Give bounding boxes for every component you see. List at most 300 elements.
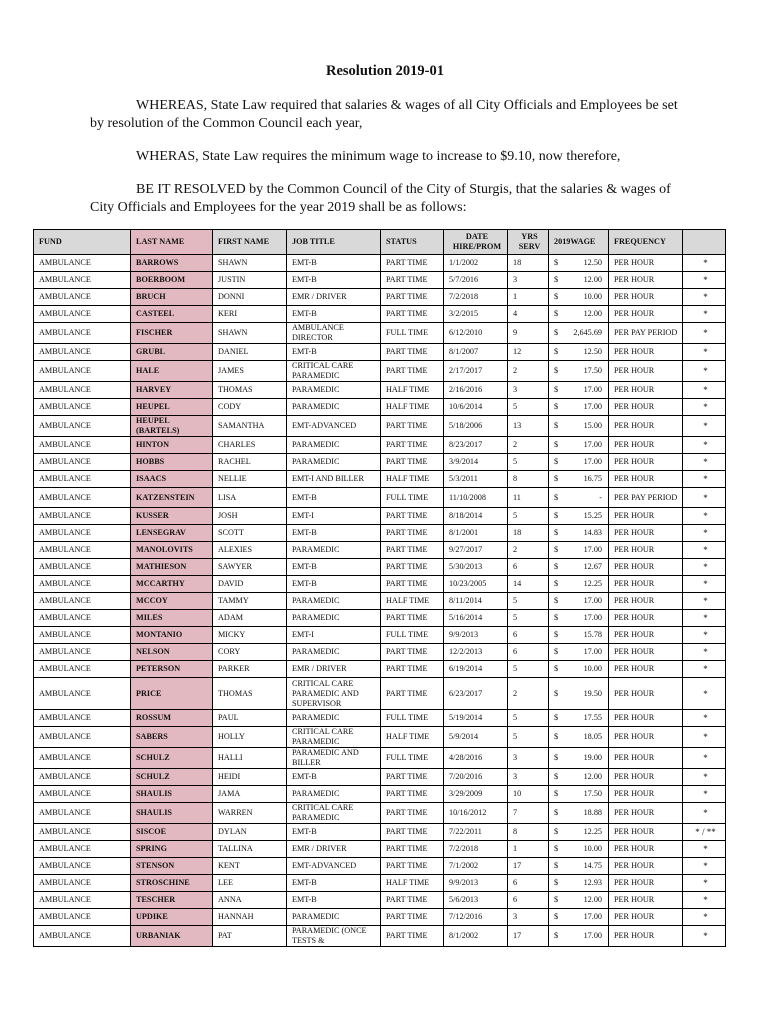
cell-wage	[549, 306, 609, 323]
table-row	[34, 344, 726, 361]
cell-job-title: EMT-ADVANCED	[287, 858, 381, 875]
cell-last-name: MCCARTHY	[131, 576, 213, 593]
wage-amount: 2,645.69	[573, 328, 602, 337]
salary-table	[33, 229, 726, 947]
cell-frequency: PER HOUR	[609, 858, 683, 875]
currency-symbol: $	[554, 772, 559, 781]
cell-note: *	[683, 361, 726, 382]
cell-last-name: SISCOE	[131, 824, 213, 841]
cell-job-title: PARAMEDIC	[287, 399, 381, 416]
cell-job-title: EMT-B	[287, 769, 381, 786]
cell-yrs: 5	[508, 727, 549, 748]
cell-fund: AMBULANCE	[34, 437, 131, 454]
cell-job-title: PARAMEDIC (ONCE TESTS &	[287, 926, 381, 947]
cell-job-title: PARAMEDIC	[287, 786, 381, 803]
cell-yrs: 5	[508, 610, 549, 627]
table-row	[34, 824, 726, 841]
cell-last-name: MCCOY	[131, 593, 213, 610]
cell-status: FULL TIME	[381, 627, 444, 644]
cell-note: *	[683, 272, 726, 289]
table-row	[34, 471, 726, 488]
cell-job-title: EMR / DRIVER	[287, 289, 381, 306]
cell-yrs: 1	[508, 841, 549, 858]
table-row	[34, 289, 726, 306]
cell-date: 1/1/2002	[444, 255, 508, 272]
cell-last-name: HINTON	[131, 437, 213, 454]
cell-yrs: 2	[508, 542, 549, 559]
cell-status: PART TIME	[381, 272, 444, 289]
table-row	[34, 255, 726, 272]
wage-amount: 12.67	[583, 562, 602, 571]
cell-first-name: HOLLY	[213, 727, 287, 748]
currency-symbol: $	[554, 808, 559, 817]
currency-symbol: $	[554, 630, 559, 639]
cell-yrs: 5	[508, 399, 549, 416]
wage-amount: 17.00	[583, 402, 602, 411]
cell-note: *	[683, 610, 726, 627]
cell-date: 8/23/2017	[444, 437, 508, 454]
cell-date: 5/9/2014	[444, 727, 508, 748]
cell-yrs: 2	[508, 361, 549, 382]
cell-yrs: 17	[508, 926, 549, 947]
wage-amount: 18.05	[583, 732, 602, 741]
currency-symbol: $	[554, 457, 559, 466]
cell-frequency: PER HOUR	[609, 644, 683, 661]
cell-fund: AMBULANCE	[34, 841, 131, 858]
cell-last-name: ROSSUM	[131, 710, 213, 727]
cell-note: *	[683, 627, 726, 644]
cell-job-title: EMT-I	[287, 508, 381, 525]
cell-date: 9/9/2013	[444, 627, 508, 644]
cell-frequency: PER HOUR	[609, 471, 683, 488]
wage-amount: 18.88	[583, 808, 602, 817]
currency-symbol: $	[554, 440, 559, 449]
cell-job-title: PARAMEDIC	[287, 644, 381, 661]
table-row	[34, 909, 726, 926]
cell-last-name: SHAULIS	[131, 786, 213, 803]
wage-amount: 12.93	[583, 878, 602, 887]
table-row	[34, 508, 726, 525]
cell-frequency: PER HOUR	[609, 559, 683, 576]
cell-job-title: CRITICAL CARE PARAMEDIC	[287, 361, 381, 382]
cell-status: FULL TIME	[381, 748, 444, 769]
resolved-paragraph: BE IT RESOLVED by the Common Council of the City of Sturgis, that the salaries & wages of City Officials and Employees for the year 2019 shall be as follows:	[90, 182, 671, 215]
cell-last-name: SABERS	[131, 727, 213, 748]
cell-yrs: 5	[508, 454, 549, 471]
cell-status: PART TIME	[381, 610, 444, 627]
cell-yrs: 8	[508, 471, 549, 488]
cell-status: HALF TIME	[381, 875, 444, 892]
cell-last-name: MONTANIO	[131, 627, 213, 644]
cell-wage	[549, 416, 609, 437]
cell-date: 10/6/2014	[444, 399, 508, 416]
cell-note: *	[683, 382, 726, 399]
cell-wage	[549, 875, 609, 892]
cell-last-name: SHAULIS	[131, 803, 213, 824]
currency-symbol: $	[554, 366, 559, 375]
cell-job-title: EMT-B	[287, 525, 381, 542]
cell-job-title: PARAMEDIC	[287, 454, 381, 471]
cell-date: 5/3/2011	[444, 471, 508, 488]
cell-date: 5/18/2006	[444, 416, 508, 437]
cell-date: 6/12/2010	[444, 323, 508, 344]
wheras-paragraph: WHERAS, State Law requires the minimum wage to increase to $9.10, now therefore,	[136, 149, 621, 164]
cell-last-name: SPRING	[131, 841, 213, 858]
cell-last-name: MANOLOVITS	[131, 542, 213, 559]
cell-status: PART TIME	[381, 661, 444, 678]
cell-wage	[549, 769, 609, 786]
cell-fund: AMBULANCE	[34, 576, 131, 593]
cell-last-name: HEUPEL	[131, 399, 213, 416]
wage-amount: 12.50	[583, 347, 602, 356]
cell-frequency: PER HOUR	[609, 593, 683, 610]
cell-yrs: 10	[508, 786, 549, 803]
cell-last-name: PETERSON	[131, 661, 213, 678]
cell-date: 10/16/2012	[444, 803, 508, 824]
cell-date: 8/1/2001	[444, 525, 508, 542]
cell-first-name: SCOTT	[213, 525, 287, 542]
wage-amount: 17.00	[583, 912, 602, 921]
cell-last-name: ISAACS	[131, 471, 213, 488]
cell-frequency: PER PAY PERIOD	[609, 488, 683, 508]
cell-first-name: JUSTIN	[213, 272, 287, 289]
cell-last-name: CASTEEL	[131, 306, 213, 323]
cell-note: *	[683, 678, 726, 710]
cell-note: *	[683, 909, 726, 926]
cell-status: PART TIME	[381, 803, 444, 824]
cell-date: 3/9/2014	[444, 454, 508, 471]
cell-fund: AMBULANCE	[34, 610, 131, 627]
cell-frequency: PER HOUR	[609, 437, 683, 454]
cell-date: 5/30/2013	[444, 559, 508, 576]
cell-fund: AMBULANCE	[34, 508, 131, 525]
cell-status: HALF TIME	[381, 471, 444, 488]
currency-symbol: $	[554, 844, 559, 853]
cell-job-title: EMT-B	[287, 344, 381, 361]
wage-amount: 17.50	[583, 789, 602, 798]
wage-amount: 15.78	[583, 630, 602, 639]
table-row	[34, 576, 726, 593]
cell-frequency: PER HOUR	[609, 661, 683, 678]
cell-last-name: GRUBL	[131, 344, 213, 361]
cell-note: *	[683, 508, 726, 525]
currency-symbol: $	[554, 347, 559, 356]
cell-fund: AMBULANCE	[34, 892, 131, 909]
cell-note: *	[683, 858, 726, 875]
cell-yrs: 5	[508, 593, 549, 610]
cell-job-title: EMT-ADVANCED	[287, 416, 381, 437]
cell-status: HALF TIME	[381, 399, 444, 416]
cell-last-name: HARVEY	[131, 382, 213, 399]
cell-note: *	[683, 559, 726, 576]
cell-note: *	[683, 542, 726, 559]
cell-status: PART TIME	[381, 909, 444, 926]
table-row	[34, 454, 726, 471]
cell-first-name: SHAWN	[213, 323, 287, 344]
cell-frequency: PER HOUR	[609, 416, 683, 437]
cell-wage	[549, 437, 609, 454]
cell-yrs: 9	[508, 323, 549, 344]
cell-fund: AMBULANCE	[34, 525, 131, 542]
cell-fund: AMBULANCE	[34, 382, 131, 399]
cell-frequency: PER HOUR	[609, 289, 683, 306]
cell-frequency: PER HOUR	[609, 710, 683, 727]
table-row	[34, 926, 726, 947]
cell-job-title: EMT-I AND BILLER	[287, 471, 381, 488]
table-row	[34, 678, 726, 710]
cell-yrs: 13	[508, 416, 549, 437]
cell-first-name: PAT	[213, 926, 287, 947]
cell-fund: AMBULANCE	[34, 488, 131, 508]
currency-symbol: $	[554, 713, 559, 722]
cell-wage	[549, 803, 609, 824]
cell-date: 5/19/2014	[444, 710, 508, 727]
cell-wage	[549, 661, 609, 678]
cell-frequency: PER HOUR	[609, 769, 683, 786]
wage-amount: 17.55	[583, 713, 602, 722]
cell-job-title: PARAMEDIC	[287, 610, 381, 627]
cell-yrs: 5	[508, 661, 549, 678]
cell-first-name: DONNI	[213, 289, 287, 306]
cell-frequency: PER HOUR	[609, 824, 683, 841]
wage-amount: 15.25	[583, 511, 602, 520]
cell-frequency: PER HOUR	[609, 926, 683, 947]
wage-amount: 17.50	[583, 366, 602, 375]
cell-frequency: PER HOUR	[609, 909, 683, 926]
cell-date: 7/22/2011	[444, 824, 508, 841]
col-header-note	[683, 230, 726, 255]
cell-first-name: HALLI	[213, 748, 287, 769]
cell-fund: AMBULANCE	[34, 255, 131, 272]
currency-symbol: $	[554, 912, 559, 921]
table-row	[34, 488, 726, 508]
cell-frequency: PER HOUR	[609, 803, 683, 824]
currency-symbol: $	[554, 664, 559, 673]
table-row	[34, 525, 726, 542]
cell-fund: AMBULANCE	[34, 748, 131, 769]
cell-wage	[549, 382, 609, 399]
cell-job-title: EMT-B	[287, 255, 381, 272]
cell-fund: AMBULANCE	[34, 399, 131, 416]
cell-note: *	[683, 841, 726, 858]
table-row	[34, 892, 726, 909]
wage-amount: 16.75	[583, 474, 602, 483]
cell-wage	[549, 361, 609, 382]
cell-first-name: LEE	[213, 875, 287, 892]
currency-symbol: $	[554, 596, 559, 605]
currency-symbol: $	[554, 402, 559, 411]
wage-amount: 19.50	[583, 688, 602, 698]
cell-date: 11/10/2008	[444, 488, 508, 508]
cell-yrs: 6	[508, 559, 549, 576]
cell-fund: AMBULANCE	[34, 858, 131, 875]
cell-yrs: 6	[508, 892, 549, 909]
currency-symbol: $	[554, 528, 559, 537]
cell-fund: AMBULANCE	[34, 289, 131, 306]
cell-yrs: 3	[508, 272, 549, 289]
table-row	[34, 610, 726, 627]
cell-status: HALF TIME	[381, 382, 444, 399]
wage-amount: 12.00	[583, 895, 602, 904]
table-row	[34, 437, 726, 454]
cell-fund: AMBULANCE	[34, 769, 131, 786]
currency-symbol: $	[554, 421, 559, 430]
cell-job-title: EMT-B	[287, 576, 381, 593]
cell-yrs: 18	[508, 525, 549, 542]
cell-first-name: ANNA	[213, 892, 287, 909]
cell-job-title: EMT-I	[287, 627, 381, 644]
cell-date: 8/18/2014	[444, 508, 508, 525]
cell-job-title: PARAMEDIC	[287, 437, 381, 454]
cell-fund: AMBULANCE	[34, 627, 131, 644]
cell-fund: AMBULANCE	[34, 361, 131, 382]
cell-first-name: KENT	[213, 858, 287, 875]
cell-status: PART TIME	[381, 824, 444, 841]
cell-note: *	[683, 926, 726, 947]
cell-fund: AMBULANCE	[34, 559, 131, 576]
cell-yrs: 4	[508, 306, 549, 323]
table-row	[34, 644, 726, 661]
table-row	[34, 727, 726, 748]
cell-fund: AMBULANCE	[34, 678, 131, 710]
wage-amount: 17.00	[583, 613, 602, 622]
cell-note: *	[683, 255, 726, 272]
cell-note: *	[683, 344, 726, 361]
cell-job-title: PARAMEDIC	[287, 542, 381, 559]
cell-status: PART TIME	[381, 255, 444, 272]
col-header-fund: FUND	[34, 230, 131, 255]
wage-amount: 17.00	[583, 385, 602, 394]
cell-yrs: 2	[508, 678, 549, 710]
cell-note: *	[683, 576, 726, 593]
cell-job-title: CRITICAL CARE PARAMEDIC AND SUPERVISOR	[287, 678, 381, 710]
currency-symbol: $	[554, 328, 559, 337]
wage-amount: 19.00	[583, 753, 602, 762]
cell-last-name: TESCHER	[131, 892, 213, 909]
cell-wage	[549, 525, 609, 542]
cell-last-name: HOBBS	[131, 454, 213, 471]
cell-first-name: DAVID	[213, 576, 287, 593]
cell-wage	[549, 471, 609, 488]
cell-frequency: PER HOUR	[609, 678, 683, 710]
table-row	[34, 661, 726, 678]
cell-wage	[549, 576, 609, 593]
cell-job-title: EMT-B	[287, 272, 381, 289]
currency-symbol: $	[554, 789, 559, 798]
cell-yrs: 2	[508, 437, 549, 454]
cell-wage	[549, 824, 609, 841]
cell-job-title: EMT-B	[287, 892, 381, 909]
cell-fund: AMBULANCE	[34, 786, 131, 803]
cell-wage	[549, 399, 609, 416]
table-row	[34, 858, 726, 875]
currency-symbol: $	[554, 878, 559, 887]
cell-wage	[549, 508, 609, 525]
cell-yrs: 3	[508, 909, 549, 926]
cell-wage	[549, 559, 609, 576]
cell-last-name: BRUCH	[131, 289, 213, 306]
cell-wage	[549, 909, 609, 926]
currency-symbol: $	[554, 895, 559, 904]
cell-date: 4/28/2016	[444, 748, 508, 769]
cell-note: *	[683, 748, 726, 769]
cell-first-name: MICKY	[213, 627, 287, 644]
currency-symbol: $	[554, 292, 559, 301]
cell-note: *	[683, 593, 726, 610]
currency-symbol: $	[554, 613, 559, 622]
cell-frequency: PER HOUR	[609, 508, 683, 525]
cell-note: *	[683, 437, 726, 454]
cell-fund: AMBULANCE	[34, 542, 131, 559]
cell-first-name: HANNAH	[213, 909, 287, 926]
cell-last-name: KATZENSTEIN	[131, 488, 213, 508]
cell-note: *	[683, 661, 726, 678]
cell-last-name: STROSCHINE	[131, 875, 213, 892]
cell-job-title: PARAMEDIC	[287, 710, 381, 727]
cell-status: PART TIME	[381, 454, 444, 471]
table-row	[34, 416, 726, 437]
cell-status: PART TIME	[381, 576, 444, 593]
table-row	[34, 841, 726, 858]
cell-frequency: PER HOUR	[609, 748, 683, 769]
wage-amount: 12.25	[583, 827, 602, 836]
cell-first-name: THOMAS	[213, 382, 287, 399]
cell-status: PART TIME	[381, 644, 444, 661]
cell-yrs: 5	[508, 508, 549, 525]
cell-yrs: 3	[508, 748, 549, 769]
cell-note: *	[683, 875, 726, 892]
cell-first-name: JAMA	[213, 786, 287, 803]
cell-date: 5/7/2016	[444, 272, 508, 289]
cell-yrs: 3	[508, 769, 549, 786]
cell-note: *	[683, 786, 726, 803]
cell-job-title: CRITICAL CARE PARAMEDIC	[287, 803, 381, 824]
cell-first-name: ALEXIES	[213, 542, 287, 559]
cell-last-name: NELSON	[131, 644, 213, 661]
cell-wage	[549, 786, 609, 803]
cell-wage	[549, 255, 609, 272]
table-header-row	[34, 230, 726, 255]
wage-amount: 12.00	[583, 275, 602, 284]
cell-frequency: PER HOUR	[609, 576, 683, 593]
cell-last-name: UPDIKE	[131, 909, 213, 926]
cell-note: *	[683, 488, 726, 508]
cell-job-title: PARAMEDIC	[287, 382, 381, 399]
cell-first-name: CORY	[213, 644, 287, 661]
wage-amount: 17.00	[583, 440, 602, 449]
cell-fund: AMBULANCE	[34, 824, 131, 841]
wage-amount: 17.00	[583, 931, 602, 940]
wage-amount: 10.00	[583, 844, 602, 853]
currency-symbol: $	[554, 753, 559, 762]
wage-amount: -	[599, 492, 602, 502]
cell-job-title: PARAMEDIC	[287, 593, 381, 610]
currency-symbol: $	[554, 545, 559, 554]
cell-date: 3/2/2015	[444, 306, 508, 323]
cell-wage	[549, 610, 609, 627]
currency-symbol: $	[554, 861, 559, 870]
wage-amount: 17.00	[583, 457, 602, 466]
cell-wage	[549, 644, 609, 661]
cell-fund: AMBULANCE	[34, 454, 131, 471]
cell-date: 6/19/2014	[444, 661, 508, 678]
cell-job-title: EMT-B	[287, 488, 381, 508]
cell-first-name: SAMANTHA	[213, 416, 287, 437]
cell-first-name: THOMAS	[213, 678, 287, 710]
col-header-yrs: YRS SERV	[508, 230, 549, 255]
cell-note: *	[683, 289, 726, 306]
whereas-paragraph: WHEREAS, State Law required that salaries & wages of all City Officials and Employees be set by resolution of the Common Council each year,	[90, 98, 678, 131]
